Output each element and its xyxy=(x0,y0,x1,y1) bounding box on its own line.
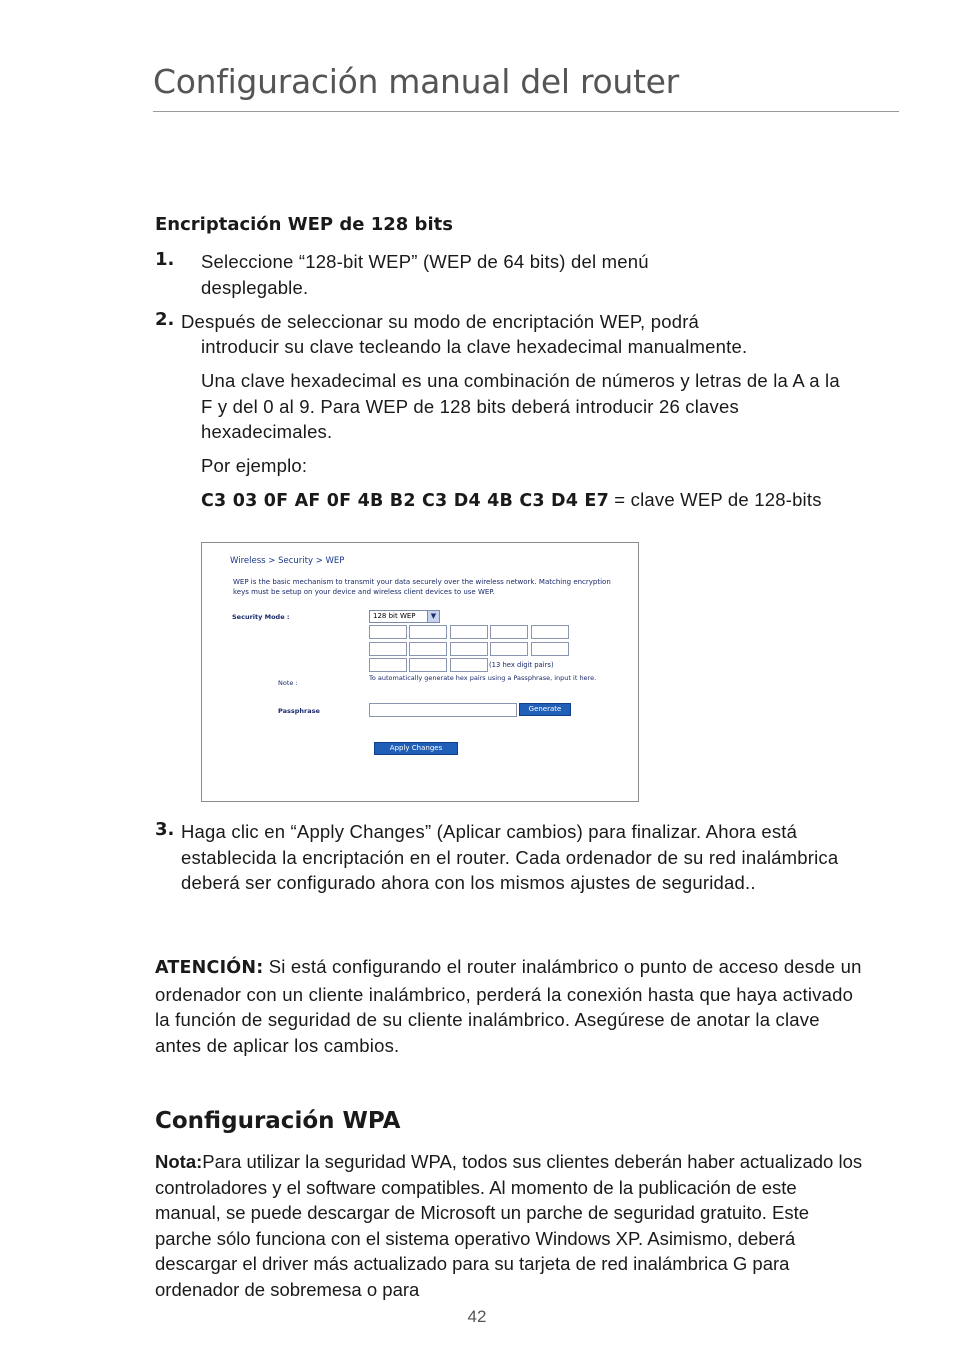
key-field[interactable] xyxy=(531,625,569,639)
apply-changes-button[interactable]: Apply Changes xyxy=(374,742,458,755)
security-mode-label: Security Mode : xyxy=(232,613,290,621)
chevron-down-icon[interactable]: ▼ xyxy=(427,611,439,622)
hex-pairs-hint: (13 hex digit pairs) xyxy=(489,661,554,669)
page-number: 42 xyxy=(467,1307,487,1326)
breadcrumb: Wireless > Security > WEP xyxy=(230,556,345,566)
passphrase-label: Passphrase xyxy=(278,707,320,715)
example-key: C3 03 0F AF 0F 4B B2 C3 D4 4B C3 D4 E7 xyxy=(201,491,609,511)
generate-button[interactable]: Generate xyxy=(519,703,571,716)
passphrase-input[interactable] xyxy=(369,703,517,717)
step1-number: 1. xyxy=(155,249,175,270)
step2-line1: Después de seleccionar su modo de encriptación WEP, podrá xyxy=(181,311,700,332)
step3-number: 3. xyxy=(155,819,175,840)
wpa-note-paragraph xyxy=(155,1149,865,1302)
step2-number: 2. xyxy=(155,309,175,330)
wep-settings-screenshot xyxy=(201,542,639,802)
key-field[interactable] xyxy=(369,625,407,639)
note-label: Note : xyxy=(278,679,298,687)
page-title: Configuración manual del router xyxy=(153,62,679,101)
key-field[interactable] xyxy=(409,642,447,656)
title-divider xyxy=(153,111,899,112)
security-mode-value: 128 bit WEP xyxy=(373,612,416,620)
key-field[interactable] xyxy=(369,642,407,656)
key-field[interactable] xyxy=(490,642,528,656)
security-mode-select[interactable] xyxy=(369,610,440,623)
wep128-heading: Encriptación WEP de 128 bits xyxy=(155,214,453,235)
wpa-note-label: Nota: xyxy=(155,1151,203,1172)
step1-text: Seleccione “128-bit WEP” (WEP de 64 bits) del menú desplegable. xyxy=(201,251,649,298)
key-field[interactable] xyxy=(450,658,488,672)
key-field[interactable] xyxy=(409,625,447,639)
attention-text: Si está configurando el router inalámbrico o punto de acceso desde un ordenador con un cliente inalámbrico, perderá la conexión hasta que haya activado la función de seguridad de su cliente inalámbrico. Asegúrese de anotar la clave antes de aplicar los cambios. xyxy=(155,956,862,1056)
attention-label: ATENCIÓN: xyxy=(155,958,264,978)
key-field[interactable] xyxy=(409,658,447,672)
wep-description: WEP is the basic mechanism to transmit your data securely over the wireless network. Matching encryption keys must be setup on your device and wireless client devices to use WEP. xyxy=(233,578,611,596)
key-field[interactable] xyxy=(450,642,488,656)
example-key-line xyxy=(201,487,851,515)
step2-line2: introducir su clave tecleando la clave hexadecimal manualmente. xyxy=(201,336,748,357)
key-field[interactable] xyxy=(490,625,528,639)
example-key-suffix: = clave WEP de 128-bits xyxy=(608,489,822,510)
wpa-note-text: Para utilizar la seguridad WPA, todos sus clientes deberán haber actualizado los controladores y el software compatibles. Al momento de la publicación de este manual, se puede descargar de Microsoft un parche de seguridad gratuito. Este parche sólo funciona con el sistema operativo Windows XP. Asimismo, deberá descargar el driver más actualizado para su tarjeta de red inalámbrica G para ordenador de sobremesa o para xyxy=(155,1151,863,1300)
note-text: To automatically generate hex pairs using a Passphrase, input it here. xyxy=(369,674,597,682)
attention-paragraph xyxy=(155,954,865,1058)
step2-hex-explanation: Una clave hexadecimal es una combinación de números y letras de la A a la F y del 0 al 9. Para WEP de 128 bits deberá introducir 26 claves hexadecimales. xyxy=(201,370,840,442)
step3-text: Haga clic en “Apply Changes” (Aplicar cambios) para finalizar. Ahora está establecida la encriptación en el router. Cada ordenador de su red inalámbrica deberá ser configurado ahora con los mismos ajustes de seguridad.. xyxy=(181,821,839,893)
key-field[interactable] xyxy=(369,658,407,672)
key-field[interactable] xyxy=(450,625,488,639)
example-label: Por ejemplo: xyxy=(201,455,308,476)
wpa-heading: Configuración WPA xyxy=(155,1108,401,1134)
key-field[interactable] xyxy=(531,642,569,656)
